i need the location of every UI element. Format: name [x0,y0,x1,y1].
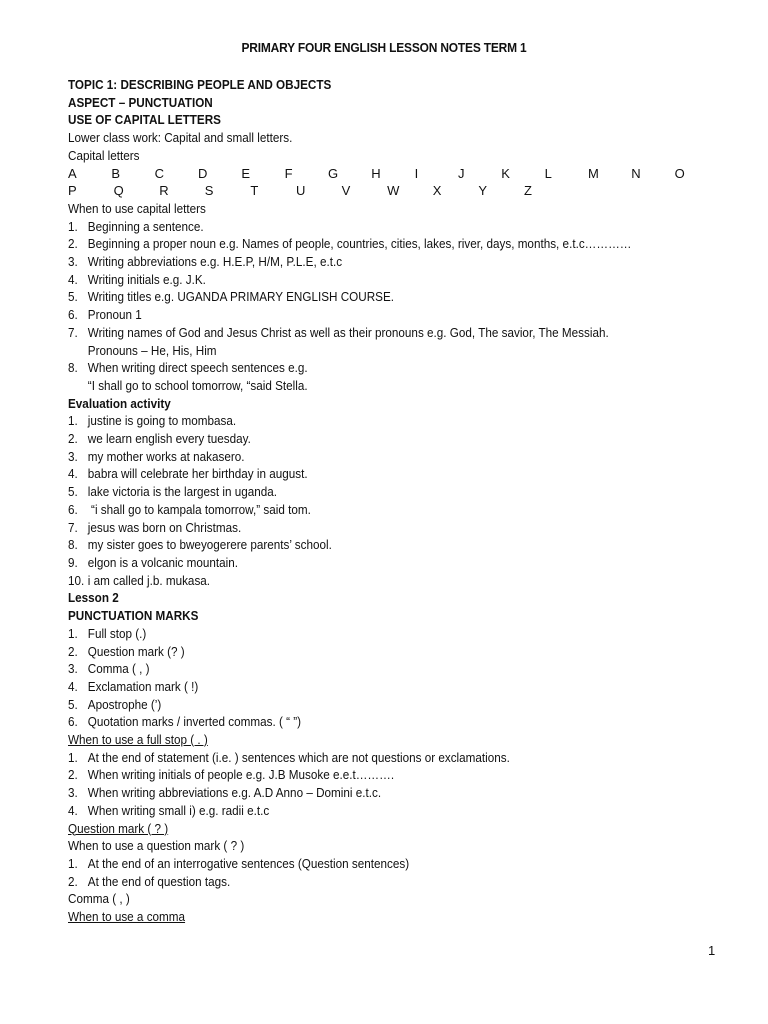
list-text: Writing names of God and Jesus Christ as well as their pronouns e.g. God, The savior, The Messiah. [87,324,609,340]
list-item [68,448,662,466]
list-item [68,536,662,554]
list-item [68,465,662,483]
list-text: lake victoria is the largest in uganda. [87,484,278,500]
list-text: When writing direct speech sentences e.g. [87,360,308,376]
page-number: 1 [708,943,716,958]
list-text: At the end of question tags. [87,873,231,889]
list-number: 4. [68,466,78,482]
list-item [68,430,662,448]
punctuation-heading: PUNCTUATION MARKS [68,608,199,624]
list-text: Pronoun 1 [87,307,142,323]
alphabet-letter: U [295,183,306,199]
list-item [68,271,662,289]
list-number: 10. [68,572,85,588]
list-text: Writing initials e.g. J.K. [87,271,206,287]
list-number: 9. [68,554,78,570]
list-text: Quotation marks / inverted commas. ( “ ”) [87,714,302,730]
alphabet-letter: X [432,183,442,199]
document-body [68,76,728,926]
list-number: 2. [68,767,78,783]
when-question-text: When to use a question mark ( ? ) [68,838,245,854]
list-number: 2. [68,431,78,447]
list-number: 4. [68,678,78,694]
list-item [68,643,662,661]
list-item [68,554,662,572]
list-text: When writing initials of people e.g. J.B Musoke e.e.t………. [87,767,395,783]
list-item [68,519,662,537]
list-number: 2. [68,236,78,252]
alphabet-letter: O [674,165,685,181]
list-number: 5. [68,484,78,500]
alphabet-letter: G [327,165,339,181]
list-number: 5. [68,289,78,305]
topic-heading: TOPIC 1: DESCRIBING PEOPLE AND OBJECTS [68,77,332,92]
list-number: 7. [68,519,78,535]
list-text: When writing abbreviations e.g. A.D Anno – Domini e.t.c. [87,785,382,801]
list-item [68,288,662,306]
capital-letters-label: Capital letters [68,147,140,163]
alphabet-letter: N [631,165,641,181]
evaluation-list [68,412,728,589]
alphabet-letter: V [341,183,351,199]
list-text: Full stop (.) [87,625,147,641]
list-text: Apostrophe (’) [87,696,162,712]
fullstop-heading: When to use a full stop ( . ) [68,732,208,748]
when-comma-heading: When to use a comma [68,909,186,925]
list-number: 6. [68,501,78,517]
alphabet-letter: S [204,183,214,199]
list-item [68,660,662,678]
pronouns-line: Pronouns – He, His, Him [87,342,217,358]
list-item [68,873,662,891]
list-item [68,412,662,430]
list-text: babra will celebrate her birthday in august. [87,466,308,482]
alphabet-letter: C [154,165,165,181]
alphabet-letter: K [501,165,510,181]
list-number: 3. [68,254,78,270]
list-item [68,713,662,731]
list-item [68,625,662,643]
list-item [68,749,662,767]
alphabet-letter: T [250,183,259,199]
list-text: my mother works at nakasero. [87,448,245,464]
list-text: justine is going to mombasa. [87,413,237,429]
capitals-heading: USE OF CAPITAL LETTERS [68,112,221,128]
list-text: “i shall go to kampala tomorrow,” said tom. [87,501,311,517]
list-text: i am called j.b. mukasa. [87,572,211,588]
list-number: 1. [68,855,78,871]
list-item [68,218,662,236]
evaluation-heading: Evaluation activity [68,395,171,411]
list-number: 2. [68,873,78,889]
list-item [68,572,662,590]
list-item [68,696,662,714]
list-text: When writing small i) e.g. radii e.t.c [87,802,270,818]
aspect-heading: ASPECT – PUNCTUATION [68,94,213,110]
list-number: 5. [68,696,78,712]
list-item [68,235,662,253]
alphabet-letter: J [457,165,465,181]
list-item [68,306,662,324]
alphabet-letter: Y [478,183,488,199]
list-text: Comma ( , ) [87,661,150,677]
list-item [68,855,662,873]
list-text: Beginning a sentence. [87,218,204,234]
alphabet-letter: P [68,183,77,199]
alphabet-letter: W [387,183,400,199]
list-item [68,483,662,501]
list-text: Writing abbreviations e.g. H.E.P, H/M, P.L.E, e.t.c [87,254,343,270]
list-number: 3. [68,661,78,677]
direct-speech-example: “I shall go to school tomorrow, “said Stella. [87,377,308,393]
list-number: 8. [68,360,78,376]
list-text: At the end of statement (i.e. ) sentences which are not questions or exclamations. [87,749,510,765]
list-text: At the end of an interrogative sentences (Question sentences) [87,855,410,871]
alphabet-letter: F [284,165,293,181]
alphabet-letter: M [587,165,599,181]
when-capitals-heading: When to use capital letters [68,200,206,216]
list-text: Beginning a proper noun e.g. Names of people, countries, cities, lakes, river, days, months, e.t.c………… [87,236,632,252]
alphabet-letter: E [241,165,250,181]
list-text: Writing titles e.g. UGANDA PRIMARY ENGLISH COURSE. [87,289,395,305]
list-item [68,501,662,519]
alphabet-letter: L [544,165,552,181]
alphabet-row [68,165,718,183]
list-text: jesus was born on Christmas. [87,519,242,535]
list-number: 1. [68,218,78,234]
list-number: 4. [68,802,78,818]
alphabet-letter: H [371,165,381,181]
question-list [68,855,728,890]
list-text: Exclamation mark ( !) [87,678,199,694]
lesson2-heading: Lesson 2 [68,590,119,606]
alphabet-letter: D [197,165,208,181]
comma-label: Comma ( , ) [68,891,130,907]
alphabet-row [68,182,718,200]
list-item [68,784,662,802]
question-mark-heading: Question mark ( ? ) [68,820,169,836]
list-item [68,324,662,342]
alphabet-letter: I [414,165,419,181]
list-text: we learn english every tuesday. [87,431,251,447]
list-item [68,678,662,696]
list-number: 1. [68,749,78,765]
list-number: 3. [68,448,78,464]
fullstop-list [68,749,728,820]
alphabet-letter: A [68,165,77,181]
list-text: elgon is a volcanic mountain. [87,554,239,570]
punctuation-list [68,625,728,731]
list-number: 6. [68,307,78,323]
list-item [68,766,662,784]
list-item [68,253,662,271]
list-number: 2. [68,643,78,659]
list-item [68,359,662,377]
list-number: 6. [68,714,78,730]
document-title: PRIMARY FOUR ENGLISH LESSON NOTES TERM 1 [241,40,527,55]
capital-rules-list [68,218,728,342]
list-number: 1. [68,413,78,429]
alphabet-letter: R [159,183,169,199]
list-number: 8. [68,537,78,553]
list-text: my sister goes to bweyogerere parents’ school. [87,537,332,553]
list-number: 7. [68,324,78,340]
list-number: 1. [68,625,78,641]
list-number: 3. [68,785,78,801]
alphabet-letter: B [111,165,120,181]
list-number: 4. [68,271,78,287]
alphabet-letter: Z [523,183,532,199]
list-text: Question mark (? ) [87,643,185,659]
list-item [68,802,662,820]
lower-class-text: Lower class work: Capital and small letters. [68,130,293,146]
alphabet-letter: Q [113,183,124,199]
